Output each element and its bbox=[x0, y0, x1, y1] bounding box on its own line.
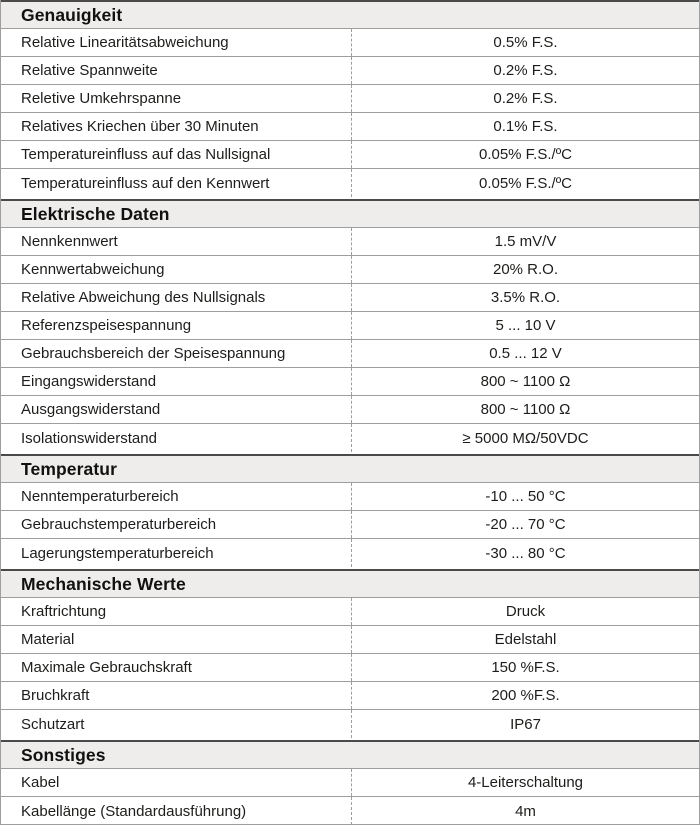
section-header bbox=[1, 569, 699, 598]
spec-value: 0.1% F.S. bbox=[351, 113, 699, 140]
spec-value: 800 ~ 1100 Ω bbox=[351, 396, 699, 423]
table-row bbox=[1, 424, 699, 452]
spec-label: Maximale Gebrauchskraft bbox=[21, 659, 192, 676]
section-title: Mechanische Werte bbox=[21, 573, 186, 594]
spec-section bbox=[1, 454, 699, 567]
spec-value: Druck bbox=[351, 598, 699, 625]
spec-value: 0.5 ... 12 V bbox=[351, 340, 699, 367]
spec-value: 1.5 mV/V bbox=[351, 228, 699, 255]
table-row bbox=[1, 396, 699, 424]
section-rows bbox=[1, 228, 699, 452]
spec-label: Kabellänge (Standardausführung) bbox=[21, 802, 247, 820]
spec-value: 20% R.O. bbox=[351, 256, 699, 283]
spec-value: -20 ... 70 °C bbox=[351, 511, 699, 538]
spec-label: Nenntemperaturbereich bbox=[21, 488, 179, 505]
table-row bbox=[1, 368, 699, 396]
table-row bbox=[1, 141, 699, 169]
spec-label: Relative Abweichung des Nullsignals bbox=[21, 289, 266, 306]
table-row bbox=[1, 626, 699, 654]
spec-label: Lagerungstemperaturbereich bbox=[21, 544, 214, 562]
spec-section bbox=[1, 0, 699, 197]
section-header bbox=[1, 454, 699, 483]
section-header bbox=[1, 740, 699, 769]
spec-label: Ausgangswiderstand bbox=[21, 401, 161, 418]
table-row bbox=[1, 654, 699, 682]
spec-value: 0.2% F.S. bbox=[351, 85, 699, 112]
table-row bbox=[1, 169, 699, 197]
spec-label: Gebrauchsbereich der Speisespannung bbox=[21, 345, 286, 362]
table-row bbox=[1, 539, 699, 567]
spec-value: ≥ 5000 MΩ/50VDC bbox=[351, 424, 699, 452]
spec-label: Relative Spannweite bbox=[21, 62, 158, 79]
table-row bbox=[1, 340, 699, 368]
spec-value: 3.5% R.O. bbox=[351, 284, 699, 311]
table-row bbox=[1, 228, 699, 256]
table-row bbox=[1, 483, 699, 511]
table-row bbox=[1, 511, 699, 539]
spec-value: 0.2% F.S. bbox=[351, 57, 699, 84]
table-row bbox=[1, 57, 699, 85]
table-row bbox=[1, 85, 699, 113]
spec-section bbox=[1, 740, 699, 825]
spec-value: 150 %F.S. bbox=[351, 654, 699, 681]
spec-label: Reletive Umkehrspanne bbox=[21, 90, 182, 107]
spec-value: 0.05% F.S./ºC bbox=[351, 169, 699, 197]
spec-section bbox=[1, 569, 699, 738]
spec-label: Nennkennwert bbox=[21, 233, 118, 250]
spec-label: Relative Linearitätsabweichung bbox=[21, 34, 229, 51]
section-header bbox=[1, 0, 699, 29]
table-row bbox=[1, 598, 699, 626]
section-rows bbox=[1, 769, 699, 825]
section-rows bbox=[1, 598, 699, 738]
spec-value: -10 ... 50 °C bbox=[351, 483, 699, 510]
spec-value: 5 ... 10 V bbox=[351, 312, 699, 339]
spec-label: Isolationswiderstand bbox=[21, 429, 157, 447]
spec-value: 4-Leiterschaltung bbox=[351, 769, 699, 796]
section-title: Genauigkeit bbox=[21, 4, 123, 25]
spec-label: Kabel bbox=[21, 774, 60, 791]
table-row bbox=[1, 797, 699, 825]
table-row bbox=[1, 113, 699, 141]
spec-value: IP67 bbox=[351, 710, 699, 738]
table-row bbox=[1, 682, 699, 710]
table-row bbox=[1, 284, 699, 312]
spec-label: Kennwertabweichung bbox=[21, 261, 165, 278]
spec-label: Gebrauchstemperaturbereich bbox=[21, 516, 217, 533]
spec-value: 200 %F.S. bbox=[351, 682, 699, 709]
spec-value: 800 ~ 1100 Ω bbox=[351, 368, 699, 395]
spec-label: Eingangswiderstand bbox=[21, 373, 157, 390]
spec-label: Referenzspeisespannung bbox=[21, 317, 192, 334]
table-row bbox=[1, 710, 699, 738]
table-row bbox=[1, 256, 699, 284]
section-title: Sonstiges bbox=[21, 744, 106, 765]
spec-label: Temperatureinfluss auf das Nullsignal bbox=[21, 146, 271, 163]
spec-label: Material bbox=[21, 631, 75, 648]
spec-value: 0.05% F.S./ºC bbox=[351, 141, 699, 168]
section-title: Temperatur bbox=[21, 458, 117, 479]
section-title: Elektrische Daten bbox=[21, 203, 170, 224]
section-rows bbox=[1, 483, 699, 567]
spec-label: Schutzart bbox=[21, 715, 85, 733]
spec-value: 4m bbox=[351, 797, 699, 825]
section-rows bbox=[1, 29, 699, 197]
spec-value: 0.5% F.S. bbox=[351, 29, 699, 56]
spec-label: Bruchkraft bbox=[21, 687, 90, 704]
table-row bbox=[1, 29, 699, 57]
spec-section bbox=[1, 199, 699, 452]
spec-value: Edelstahl bbox=[351, 626, 699, 653]
spec-label: Relatives Kriechen über 30 Minuten bbox=[21, 118, 259, 135]
section-header bbox=[1, 199, 699, 228]
table-row bbox=[1, 769, 699, 797]
spec-label: Kraftrichtung bbox=[21, 603, 107, 620]
spec-value: -30 ... 80 °C bbox=[351, 539, 699, 567]
spec-label: Temperatureinfluss auf den Kennwert bbox=[21, 174, 270, 192]
table-row bbox=[1, 312, 699, 340]
